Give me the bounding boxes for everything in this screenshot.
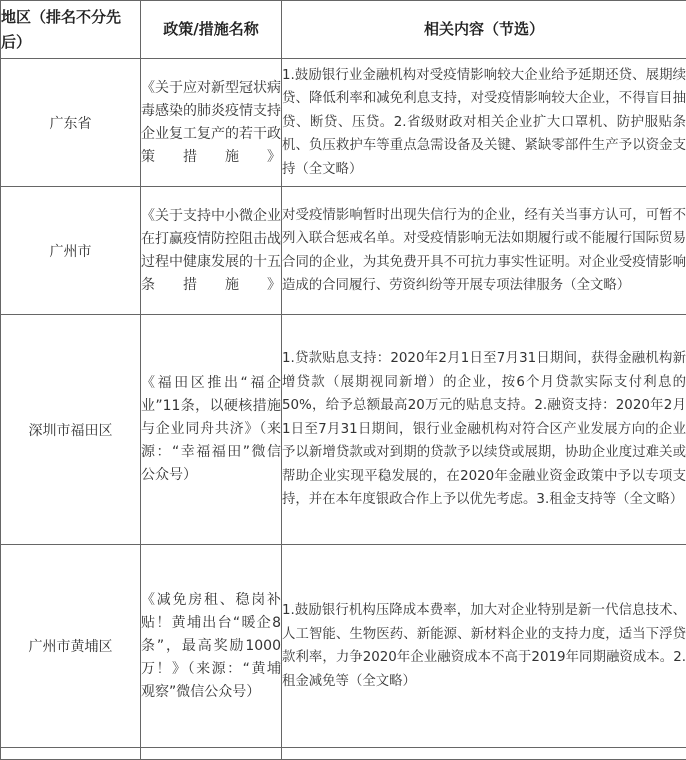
- policy-name-cell: 《福田区推出“福企业”11条，以硬核措施与企业同舟共济》（来源：“幸福福田”微信公众号）: [141, 315, 282, 545]
- header-policy-name: 政策/措施名称: [141, 1, 282, 59]
- region-cell: 广东省: [1, 59, 141, 187]
- table-row: [1, 315, 686, 545]
- header-content: 相关内容（节选）: [282, 1, 686, 59]
- empty-cell: [282, 748, 686, 760]
- table-row-partial: [1, 748, 686, 760]
- empty-cell: [141, 748, 282, 760]
- content-cell: 1.鼓励银行机构压降成本费率，加大对企业特别是新一代信息技术、人工智能、生物医药、新能源、新材料企业的支持力度，适当下浮贷款利率，力争2020年企业融资成本不高于2019年同期融资成本。2.租金减免等（全文略）: [282, 545, 686, 748]
- table-header-row: [1, 1, 686, 59]
- content-cell: 对受疫情影响暂时出现失信行为的企业，经有关当事方认可，可暂不列入联合惩戒名单。对受疫情影响无法如期履行或不能履行国际贸易合同的企业，为其免费开具不可抗力事实性证明。对企业受疫情影响造成的合同履行、劳资纠纷等开展专项法律服务（全文略）: [282, 187, 686, 315]
- table-row: [1, 59, 686, 187]
- header-region: 地区（排名不分先后）: [1, 1, 141, 59]
- region-cell: 深圳市福田区: [1, 315, 141, 545]
- region-cell: 广州市黄埔区: [1, 545, 141, 748]
- policy-name-cell: 《减免房租、稳岗补贴！黄埔出台“暖企8条”，最高奖励1000万！》（来源：“黄埔观察”微信公众号）: [141, 545, 282, 748]
- policy-name-cell: 《关于支持中小微企业在打赢疫情防控阻击战过程中健康发展的十五条措施》: [141, 187, 282, 315]
- table-row: [1, 187, 686, 315]
- policy-name-cell: 《关于应对新型冠状病毒感染的肺炎疫情支持企业复工复产的若干政策措施》: [141, 59, 282, 187]
- empty-cell: [1, 748, 141, 760]
- content-cell: 1.鼓励银行业金融机构对受疫情影响较大企业给予延期还贷、展期续贷、降低利率和减免利息支持，对受疫情影响较大企业，不得盲目抽贷、断贷、压贷。2.省级财政对相关企业扩大口罩机、防护服贴条机、负压救护车等重点急需设备及关键、紧缺零部件生产予以资金支持（全文略）: [282, 59, 686, 187]
- content-cell: 1.贷款贴息支持：2020年2月1日至7月31日期间，获得金融机构新增贷款（展期视同新增）的企业，按6个月贷款实际支付利息的50%，给予总额最高20万元的贴息支持。2.融资支持：2020年2月1日至7月31日期间，银行业金融机构对符合区产业发展方向的企业予以新增贷款或对到期的贷款予以续贷或展期，协助企业度过难关或帮助企业实现平稳发展的，在2020年金融业资金政策中予以专项支持，并在本年度银政合作上予以优先考虑。3.租金支持等（全文略）: [282, 315, 686, 545]
- region-cell: 广州市: [1, 187, 141, 315]
- table-row: [1, 545, 686, 748]
